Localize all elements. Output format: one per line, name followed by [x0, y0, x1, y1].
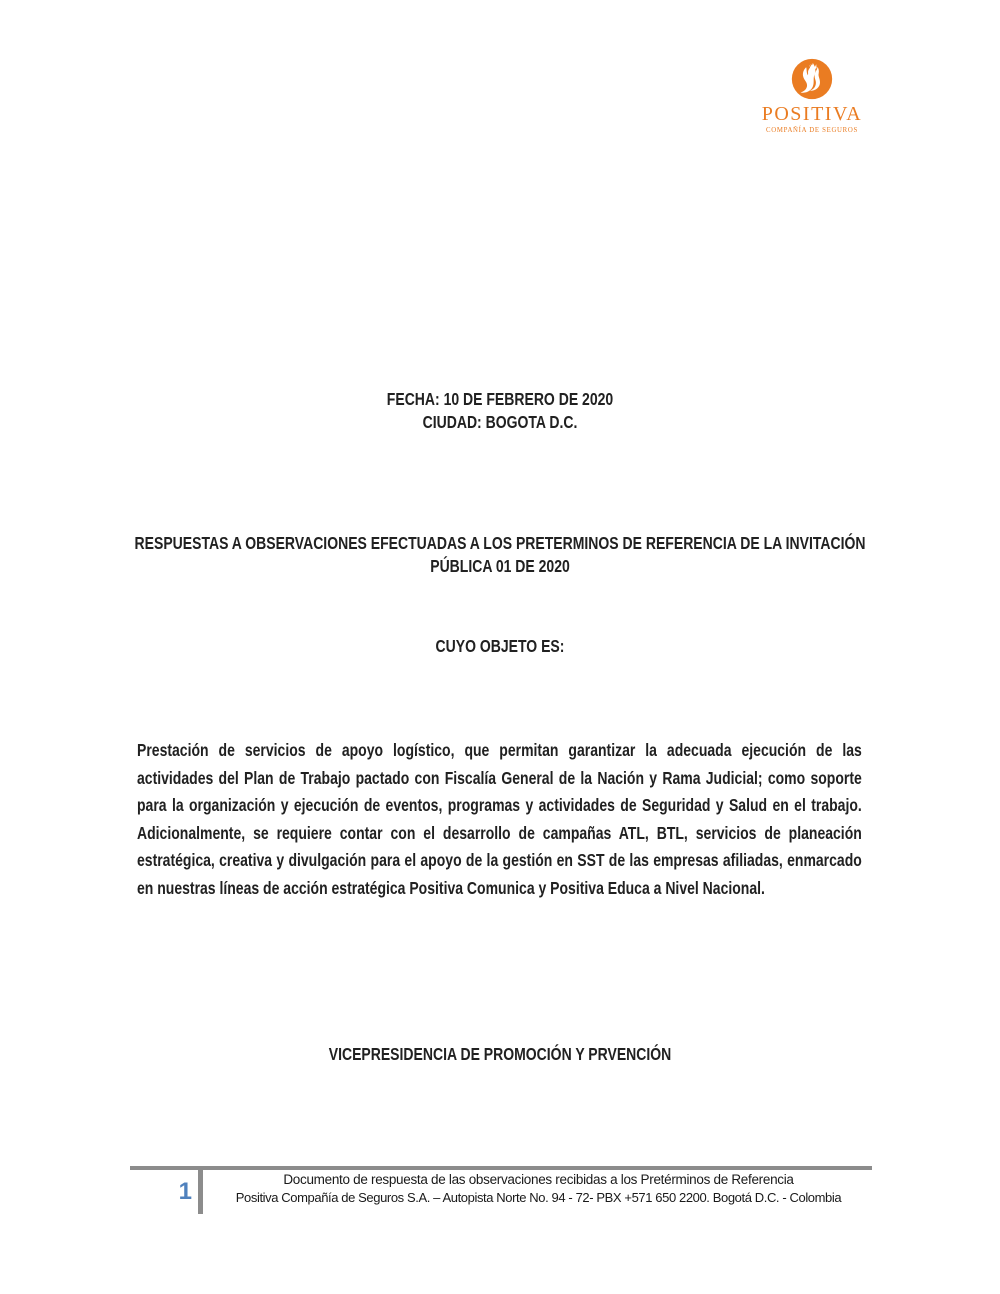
positiva-logo	[756, 58, 868, 134]
footer-document-description: Documento de respuesta de las observaciones recibidas a los Pretérminos de Referencia	[283, 1172, 794, 1187]
object-heading: CUYO OBJETO ES:	[435, 636, 565, 656]
footer-company-address: Positiva Compañía de Seguros S.A. – Autopista Norte No. 94 - 72- PBX +571 650 2200. Bogotá D.C. - Colombia	[235, 1190, 842, 1205]
city-line: CIUDAD: BOGOTA D.C.	[422, 412, 578, 432]
footer-divider-bar	[198, 1166, 203, 1214]
date-city-block	[130, 388, 871, 434]
logo-subtitle: COMPAÑÍA DE SEGUROS	[766, 127, 858, 134]
document-title: RESPUESTAS A OBSERVACIONES EFECTUADAS A LOS PRETERMINOS DE REFERENCIA DE LA INVITACIÓN PÚBLICA 01 DE 2020	[134, 533, 866, 576]
flame-circle-icon	[791, 58, 833, 100]
date-line: FECHA: 10 DE FEBRERO DE 2020	[386, 389, 614, 409]
page-number: 1	[178, 1178, 192, 1205]
logo-wordmark: POSITIVA	[761, 103, 863, 125]
signature-line: VICEPRESIDENCIA DE PROMOCIÓN Y PRVENCIÓN	[328, 1044, 672, 1064]
object-paragraph: Prestación de servicios de apoyo logístico, que permitan garantizar la adecuada ejecución de las actividades del Plan de Trabajo pactado con Fiscalía General de la Nación y Rama Judicial; como soporte para la organización y ejecución de eventos, programas y actividades de Seguridad y Salud en el trabajo. Adicionalmente, se requiere contar con el desarrollo de campañas ATL, BTL, servicios de planeación estratégica, creativa y divulgación para el apoyo de la gestión en SST de las empresas afiliadas, enmarcado en nuestras líneas de acción estratégica Positiva Comunica y Positiva Educa a Nivel Nacional.	[137, 740, 862, 898]
footer	[205, 1171, 872, 1207]
footer-horizontal-rule	[130, 1166, 872, 1170]
